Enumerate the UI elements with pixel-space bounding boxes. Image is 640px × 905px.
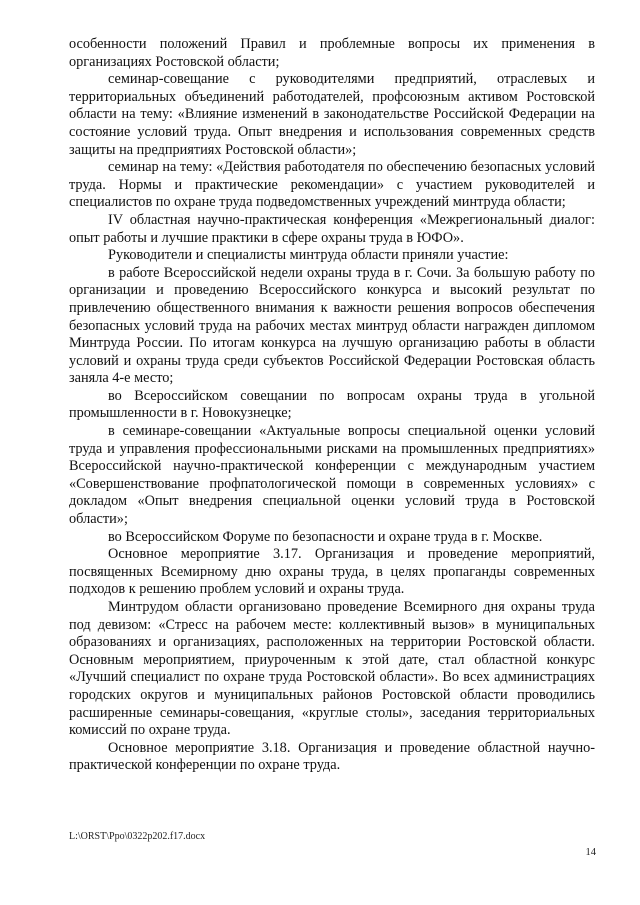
- paragraph-activity-3-17: Основное мероприятие 3.17. Организация и проведение мероприятий, посвященных Всемирному дню охраны труда, в целях пропаганды современных подходов к решению проблем условий и охраны труда.: [69, 546, 595, 598]
- paragraph-novokuznetsk: во Всероссийском совещании по вопросам охраны труда в угольной промышленности в г. Новокузнецке;: [69, 387, 595, 422]
- paragraph-activity-3-18: Основное мероприятие 3.18. Организация и проведение областной научно-практической конференции по охране труда.: [69, 739, 595, 774]
- paragraph-seminar-meeting: семинар-совещание с руководителями предприятий, отраслевых и территориальных объединений работодателей, профсоюзным активом Ростовской области на тему: «Влияние изменений в законодательстве Российской Федерации на состояние условий труда. Опыт внедрения и использования современных средств защиты на предприятиях Ростовской области»;: [69, 71, 595, 158]
- paragraph-employer-seminar: семинар на тему: «Действия работодателя по обеспечению безопасных условий труда. Нормы и практические рекомендации» с участием руководителей и специалистов по охране труда подведомственных учреждений минтруда области;: [69, 159, 595, 211]
- document-body: [69, 36, 595, 775]
- footer-file-path: L:\ORST\Ppo\0322p202.f17.docx: [69, 831, 206, 842]
- paragraph-rules-features: особенности положений Правил и проблемные вопросы их применения в организациях Ростовской области;: [69, 36, 595, 70]
- paragraph-conference-iv: IV областная научно-практическая конференция «Межрегиональный диалог: опыт работы и лучшие практики в сфере охраны труда в ЮФО».: [69, 211, 595, 246]
- paragraph-participation-intro: Руководители и специалисты минтруда области приняли участие:: [108, 247, 509, 264]
- paragraph-sochi-week: в работе Всероссийской недели охраны труда в г. Сочи. За большую работу по организации и проведению Всероссийского конкурса и высокий результат по привлечению общественного внимания к важности решения вопросов обеспечения безопасных условий труда на рабочих местах минтруд области награжден дипломом Минтруда России. По итогам конкурса на лучшую организацию работы в области условий и охраны труда среди субъектов Российской Федерации Ростовская область заняла 4-е место;: [69, 264, 595, 387]
- paragraph-moscow-forum: во Всероссийском Форуме по безопасности и охране труда в г. Москве.: [108, 528, 543, 545]
- paragraph-seminar-assessment: в семинаре-совещании «Актуальные вопросы специальной оценки условий труда и управления профессиональными рисками на промышленных предприятиях» Всероссийской научно-практической конференции с международным участием «Совершенствование профпатологической помощи в современных условиях» с докладом «Опыт внедрения специальной оценки условий труда в Ростовской области»;: [69, 423, 595, 528]
- paragraph-world-day: Минтрудом области организовано проведение Всемирного дня охраны труда под девизом: «Стресс на рабочем месте: коллективный вызов» в муниципальных образованиях и организациях, расположенных на территории Ростовской области. Основным мероприятием, приуроченным к этой дате, стал областной конкурс «Лучший специалист по охране труда Ростовской области». Во всех администрациях городских округов и муниципальных районов Ростовской области проводились расширенные семинары-совещания, «круглые столы», заседания территориальных комиссий по охране труда.: [69, 599, 595, 739]
- page-number: 14: [585, 847, 596, 858]
